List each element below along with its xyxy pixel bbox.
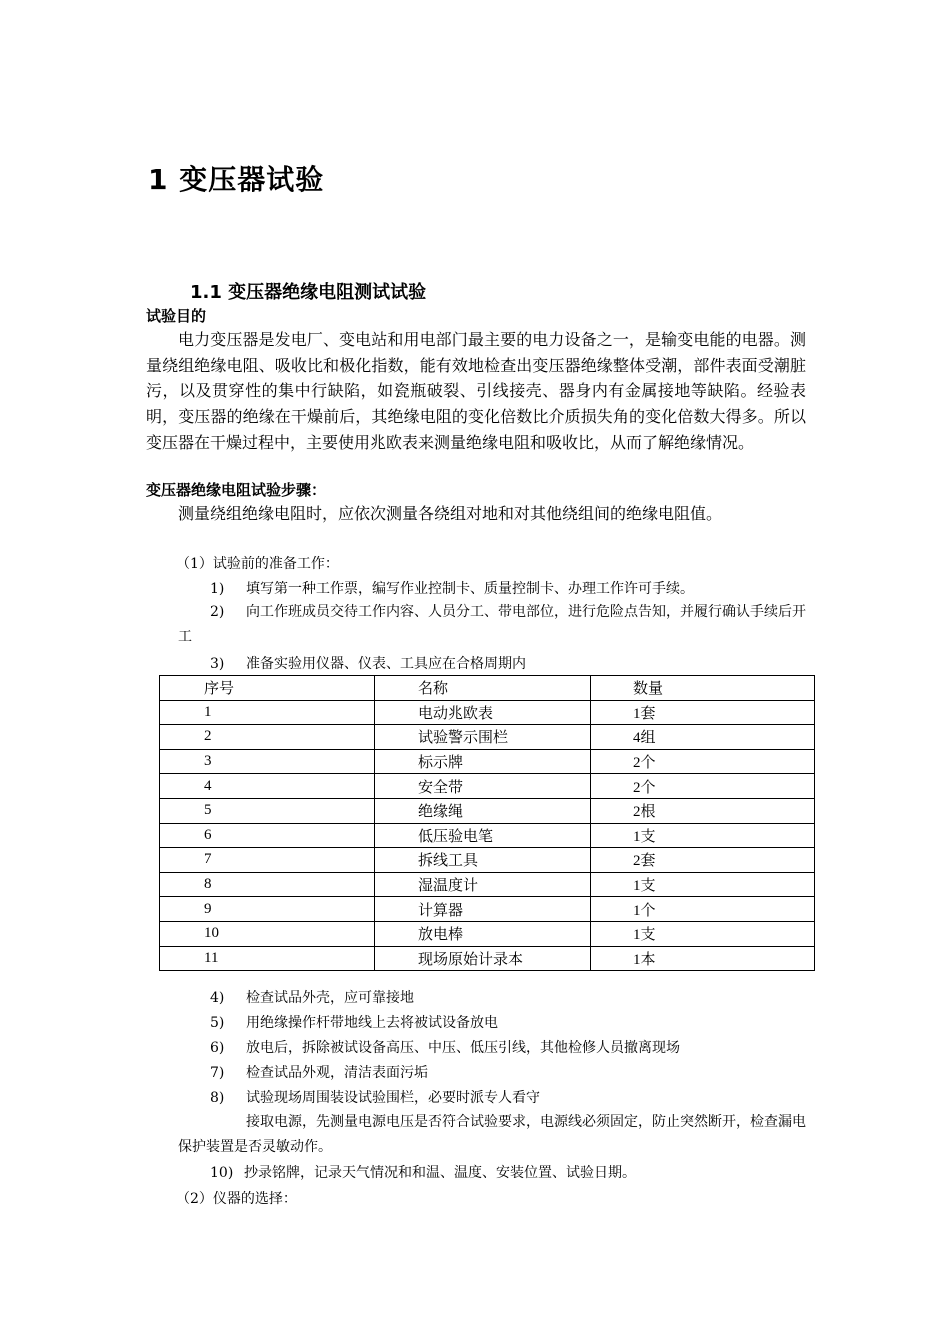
prep-item-number: 5) <box>210 1015 225 1031</box>
table-row <box>160 725 815 750</box>
table-cell: 4组 <box>591 725 815 750</box>
table-cell: 绝缘绳 <box>375 798 591 823</box>
table-cell: 2套 <box>591 848 815 873</box>
table-cell: 电动兆欧表 <box>375 700 591 725</box>
table-cell: 2个 <box>591 774 815 799</box>
prep-item-number: 3) <box>210 656 225 672</box>
table-cell: 安全带 <box>375 774 591 799</box>
purpose-paragraph: 电力变压器是发电厂、变电站和用电部门最主要的电力设备之一，是输变电能的电器。测量绕组绝缘电阻、吸收比和极化指数，能有效地检查出变压器绝缘整体受潮，部件表面受潮脏污，以及贯穿性的集中行缺陷，如瓷瓶破裂、引线接壳、器身内有金属接地等缺陷。经验表明，变压器的绝缘在干燥前后，其绝缘电阻的变化倍数比介质损失角的变化倍数大得多。所以变压器在干燥过程中，主要使用兆欧表来测量绝缘电阻和吸收比，从而了解绝缘情况。 <box>146 330 806 452</box>
prep-item-text: 向工作班成员交待工作内容、人员分工、带电部位，进行危险点告知，并履行确认手续后开工 <box>178 604 806 645</box>
table-row <box>160 700 815 725</box>
table-cell: 1支 <box>591 823 815 848</box>
table-cell: 1套 <box>591 700 815 725</box>
table-cell: 1支 <box>591 872 815 897</box>
prep-item-text: 放电后，拆除被试设备高压、中压、低压引线，其他检修人员撤离现场 <box>246 1040 680 1056</box>
table-row <box>160 872 815 897</box>
table-cell: 低压验电笔 <box>375 823 591 848</box>
table-header-cell: 名称 <box>375 676 591 701</box>
table-row <box>160 749 815 774</box>
prep-item-number: 6) <box>210 1040 225 1056</box>
prep-item-number: 10) <box>210 1165 234 1181</box>
prep-item-text: 抄录铭牌，记录天气情况和和温、温度、安装位置、试验日期。 <box>244 1165 636 1181</box>
purpose-label: 试验目的 <box>146 307 207 325</box>
table-cell: 1本 <box>591 946 815 971</box>
table-cell: 计算器 <box>375 897 591 922</box>
instrument-title: （2）仪器的选择： <box>176 1191 297 1207</box>
steps-label: 变压器绝缘电阻试验步骤： <box>146 481 327 499</box>
prep-item-text: 检查试品外壳，应可靠接地 <box>246 990 414 1006</box>
prep-item <box>210 653 526 673</box>
table-cell: 2个 <box>591 749 815 774</box>
table-cell: 7 <box>160 848 375 873</box>
table-cell: 1 <box>160 700 375 725</box>
chapter-heading: 1 变压器试验 <box>148 163 325 196</box>
table-row <box>160 897 815 922</box>
table-row <box>160 798 815 823</box>
table-cell: 放电棒 <box>375 921 591 946</box>
table-row <box>160 823 815 848</box>
prep-item-text: 填写第一种工作票，编写作业控制卡、质量控制卡、办理工作许可手续。 <box>246 581 694 597</box>
table-cell: 试验警示围栏 <box>375 725 591 750</box>
prep-item <box>210 1087 540 1107</box>
table-row <box>160 921 815 946</box>
table-cell: 4 <box>160 774 375 799</box>
table-cell: 11 <box>160 946 375 971</box>
prep-item <box>210 1012 498 1032</box>
prep-item-number: 2) <box>210 604 225 620</box>
table-cell: 1支 <box>591 921 815 946</box>
table-header-cell: 数量 <box>591 676 815 701</box>
prep-item <box>178 600 806 650</box>
prep-item <box>210 987 414 1007</box>
prep-item-number: 8) <box>210 1090 225 1106</box>
table-cell: 9 <box>160 897 375 922</box>
table-cell: 拆线工具 <box>375 848 591 873</box>
table-cell: 2 <box>160 725 375 750</box>
table-cell: 湿温度计 <box>375 872 591 897</box>
table-row <box>160 848 815 873</box>
table-cell: 5 <box>160 798 375 823</box>
table-cell: 3 <box>160 749 375 774</box>
equipment-table <box>159 675 815 971</box>
table-header-cell: 序号 <box>160 676 375 701</box>
prep-item-number: 4) <box>210 990 225 1006</box>
prep-item-text: 检查试品外观，清洁表面污垢 <box>246 1065 428 1081</box>
table-cell: 1个 <box>591 897 815 922</box>
table-cell: 10 <box>160 921 375 946</box>
table-cell: 标示牌 <box>375 749 591 774</box>
prep-item <box>210 578 694 598</box>
prep-item-text: 接取电源，先测量电源电压是否符合试验要求，电源线必须固定，防止突然断开，检查漏电保护装置是否灵敏动作。 <box>178 1114 806 1155</box>
table-row <box>160 946 815 971</box>
prep-title: （1）试验前的准备工作： <box>176 556 339 572</box>
prep-item <box>210 1162 636 1182</box>
table-header-row <box>160 676 815 701</box>
table-cell: 现场原始计录本 <box>375 946 591 971</box>
table-row <box>160 774 815 799</box>
prep-item-text: 试验现场周围装设试验围栏，必要时派专人看守 <box>246 1090 540 1106</box>
prep-item <box>210 1062 428 1082</box>
prep-item-number: 7) <box>210 1065 225 1081</box>
prep-item-text: 准备实验用仪器、仪表、工具应在合格周期内 <box>246 656 526 672</box>
prep-item-number: 1) <box>210 581 225 597</box>
prep-item-text: 用绝缘操作杆带地线上去将被试设备放电 <box>246 1015 498 1031</box>
table-cell: 6 <box>160 823 375 848</box>
section-heading: 1.1 变压器绝缘电阻测试试验 <box>190 282 427 303</box>
table-cell: 8 <box>160 872 375 897</box>
table-cell: 2根 <box>591 798 815 823</box>
steps-intro-paragraph: 测量绕组绝缘电阻时，应依次测量各绕组对地和对其他绕组间的绝缘电阻值。 <box>178 504 723 523</box>
prep-item <box>210 1037 680 1057</box>
